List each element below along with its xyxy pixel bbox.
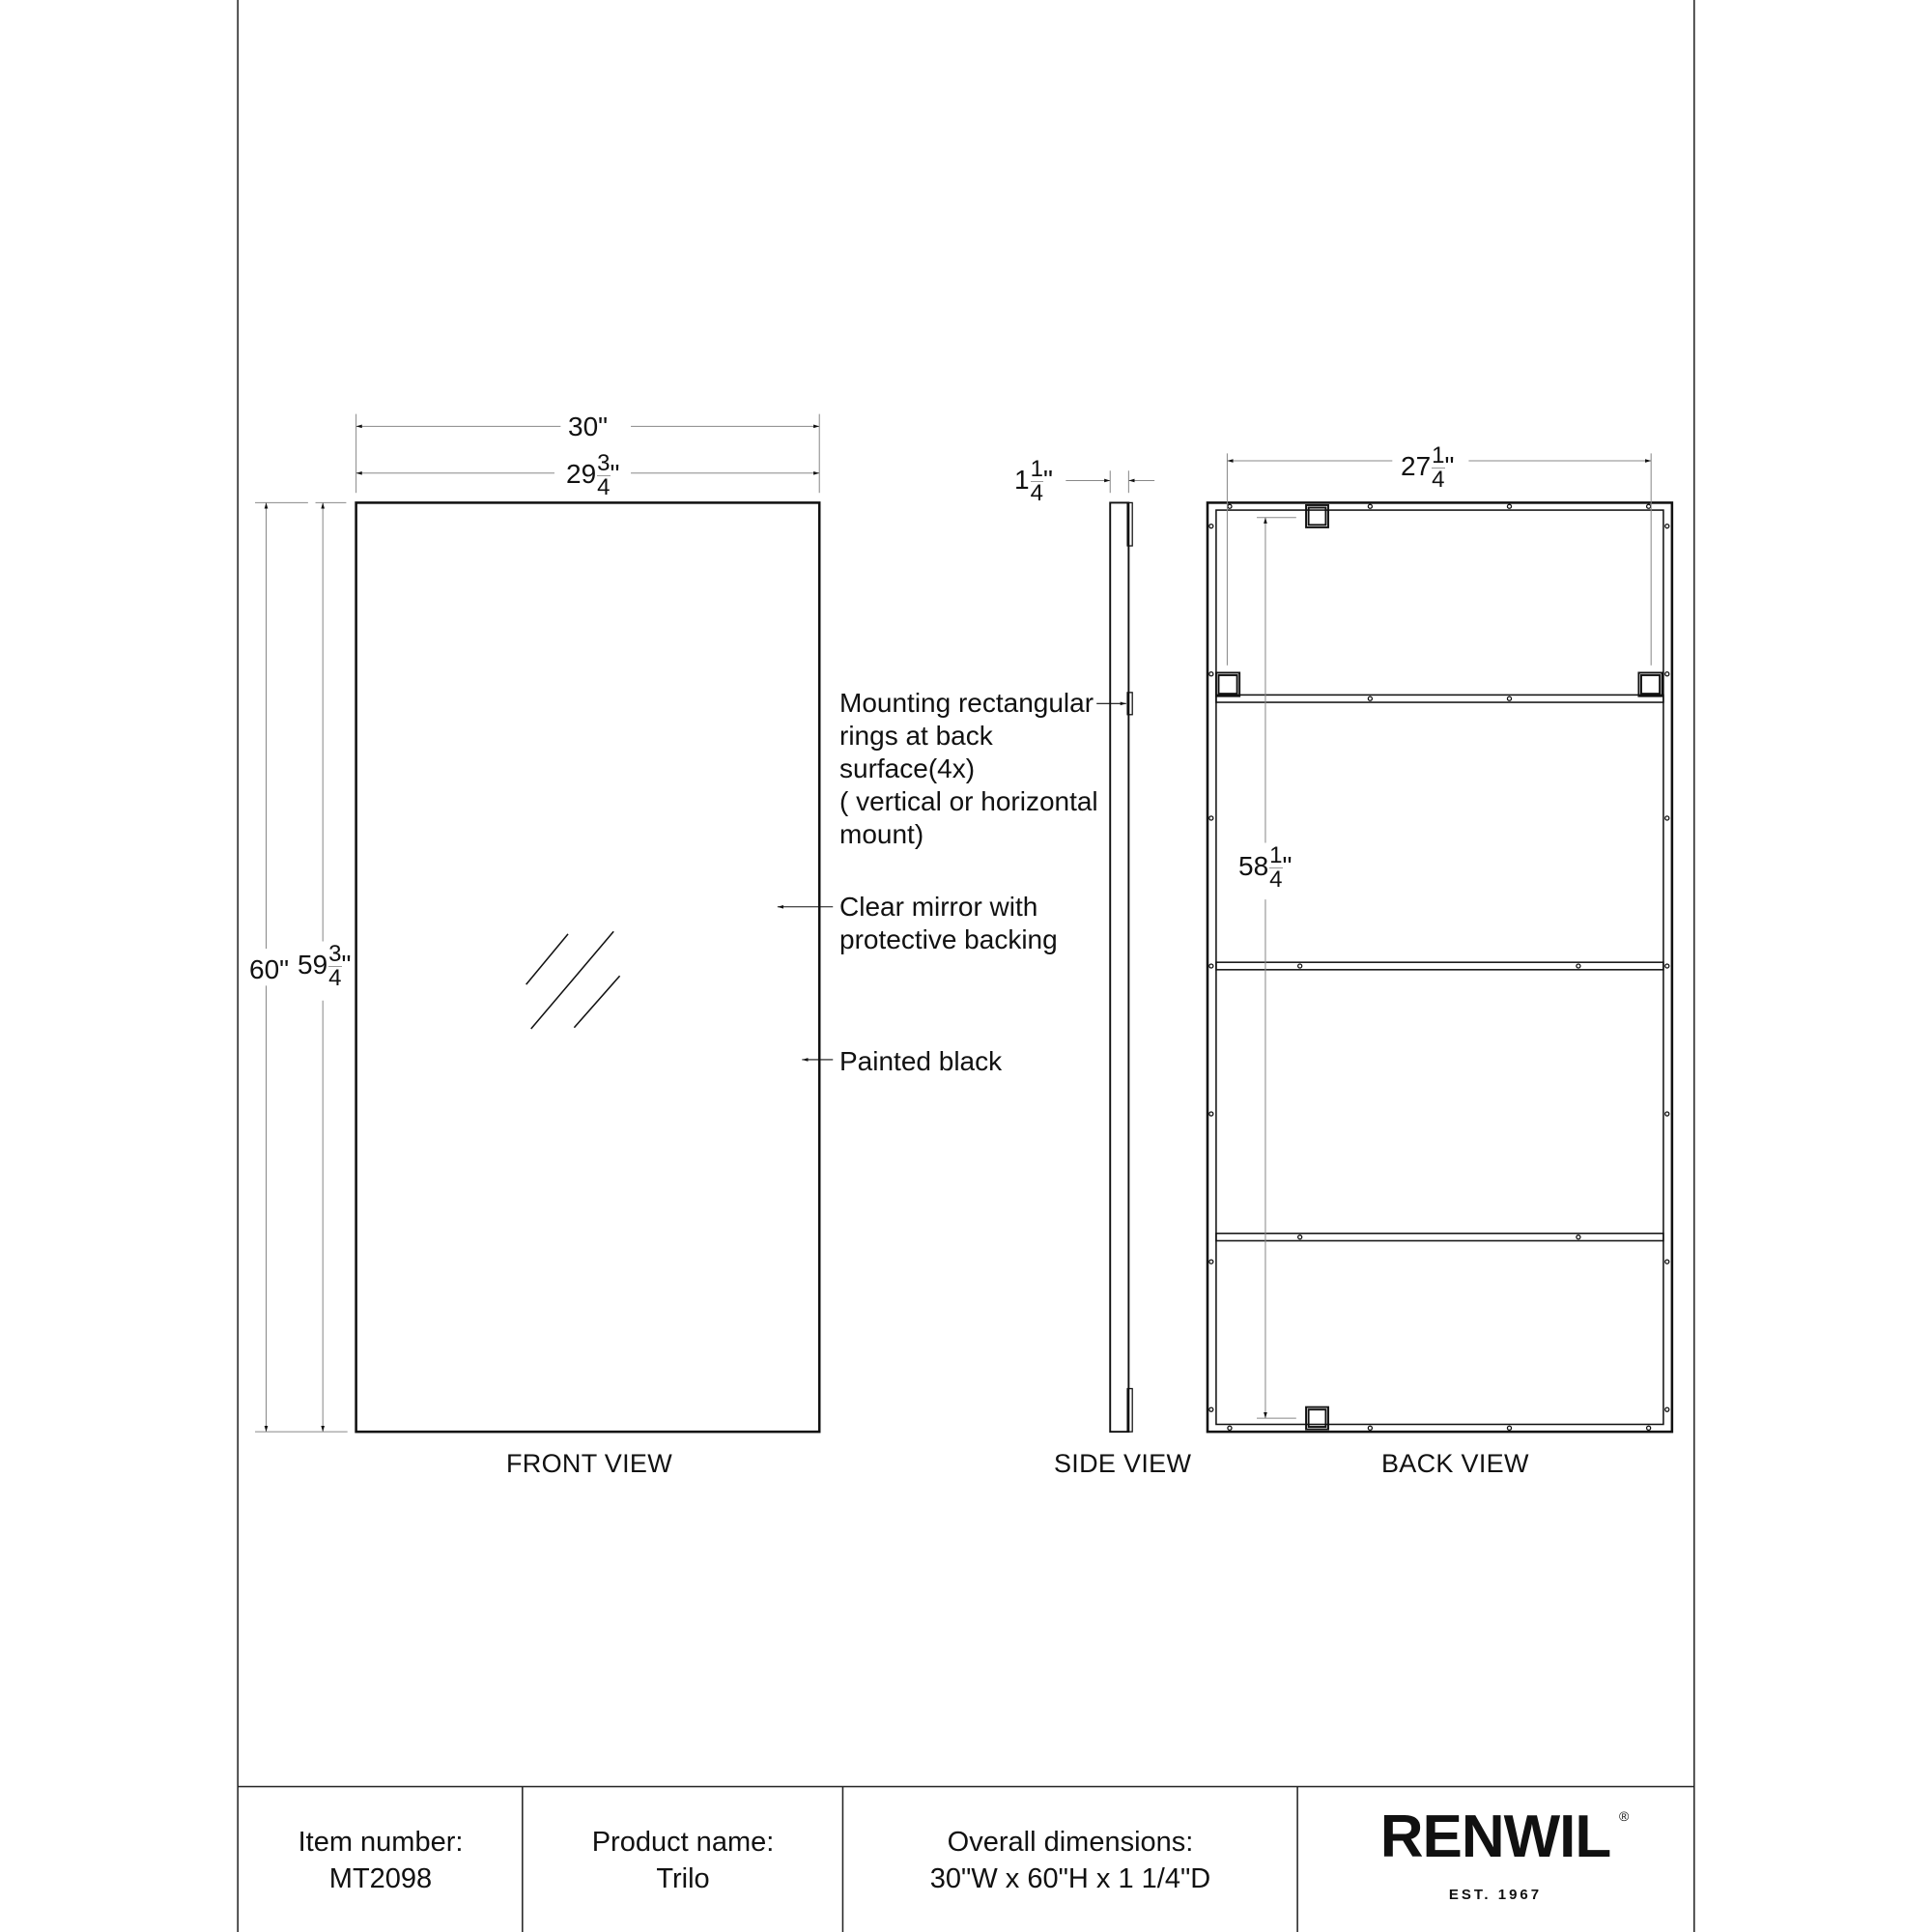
side-view: [1065, 470, 1154, 1432]
note-clear-mirror: Clear mirror with protective backing: [839, 892, 1058, 954]
front-width-inner-dim: 29 $\frac{3}{4}$ ": [562, 452, 623, 499]
overall-dimensions-label: Overall dimensions:: [947, 1826, 1194, 1858]
fraction: $\frac{1}{4}$: [1030, 456, 1043, 506]
title-cell-dimensions: [843, 1788, 1297, 1932]
note-painted-black: Painted black: [839, 1046, 1003, 1076]
front-width-inner-whole: 29: [566, 458, 597, 489]
product-name-value: Trilo: [656, 1862, 710, 1894]
back-view: [1208, 453, 1672, 1432]
front-view: [255, 414, 833, 1433]
front-view-label: FRONT VIEW: [506, 1449, 673, 1478]
fraction: $\frac{1}{4}$: [1432, 442, 1445, 493]
side-depth-dim: 1 $\frac{1}{4}$ ": [1010, 458, 1057, 505]
note-mounting-rings: Mounting rectangular rings at back surface(4x) ( vertical or horizontal mount): [839, 688, 1098, 849]
brand-logo: RENWIL ®: [1379, 1803, 1629, 1870]
title-cell-brand: [1297, 1788, 1693, 1932]
front-height-outer-dim: 60": [245, 956, 293, 983]
title-cell-product-name: [523, 1788, 843, 1932]
back-view-label: BACK VIEW: [1381, 1449, 1529, 1478]
back-width-dim: 27 $\frac{1}{4}$ ": [1397, 444, 1458, 492]
page-border: [238, 0, 1694, 1932]
mounting-ring-icon: [1216, 505, 1662, 1430]
item-number-value: MT2098: [328, 1862, 433, 1894]
fraction: $\frac{1}{4}$: [1269, 842, 1283, 893]
fraction: $\frac{3}{4}$: [328, 941, 342, 991]
fraction: $\frac{3}{4}$: [597, 450, 611, 500]
side-view-label: SIDE VIEW: [1054, 1449, 1192, 1478]
glass-reflection-icon: [526, 931, 620, 1029]
title-cell-item-number: [239, 1788, 523, 1932]
screw-points: [1209, 504, 1669, 1430]
overall-dimensions-value: 30"W x 60"H x 1 1/4"D: [929, 1862, 1211, 1894]
item-number-label: Item number:: [298, 1826, 464, 1858]
front-width-outer-dim: 30": [564, 413, 611, 440]
product-name-label: Product name:: [591, 1826, 775, 1858]
brand-tagline: EST. 1967: [1448, 1886, 1543, 1903]
back-height-dim: 58 $\frac{1}{4}$ ": [1235, 844, 1295, 892]
front-height-inner-dim: 59 $\frac{3}{4}$ ": [294, 943, 355, 990]
